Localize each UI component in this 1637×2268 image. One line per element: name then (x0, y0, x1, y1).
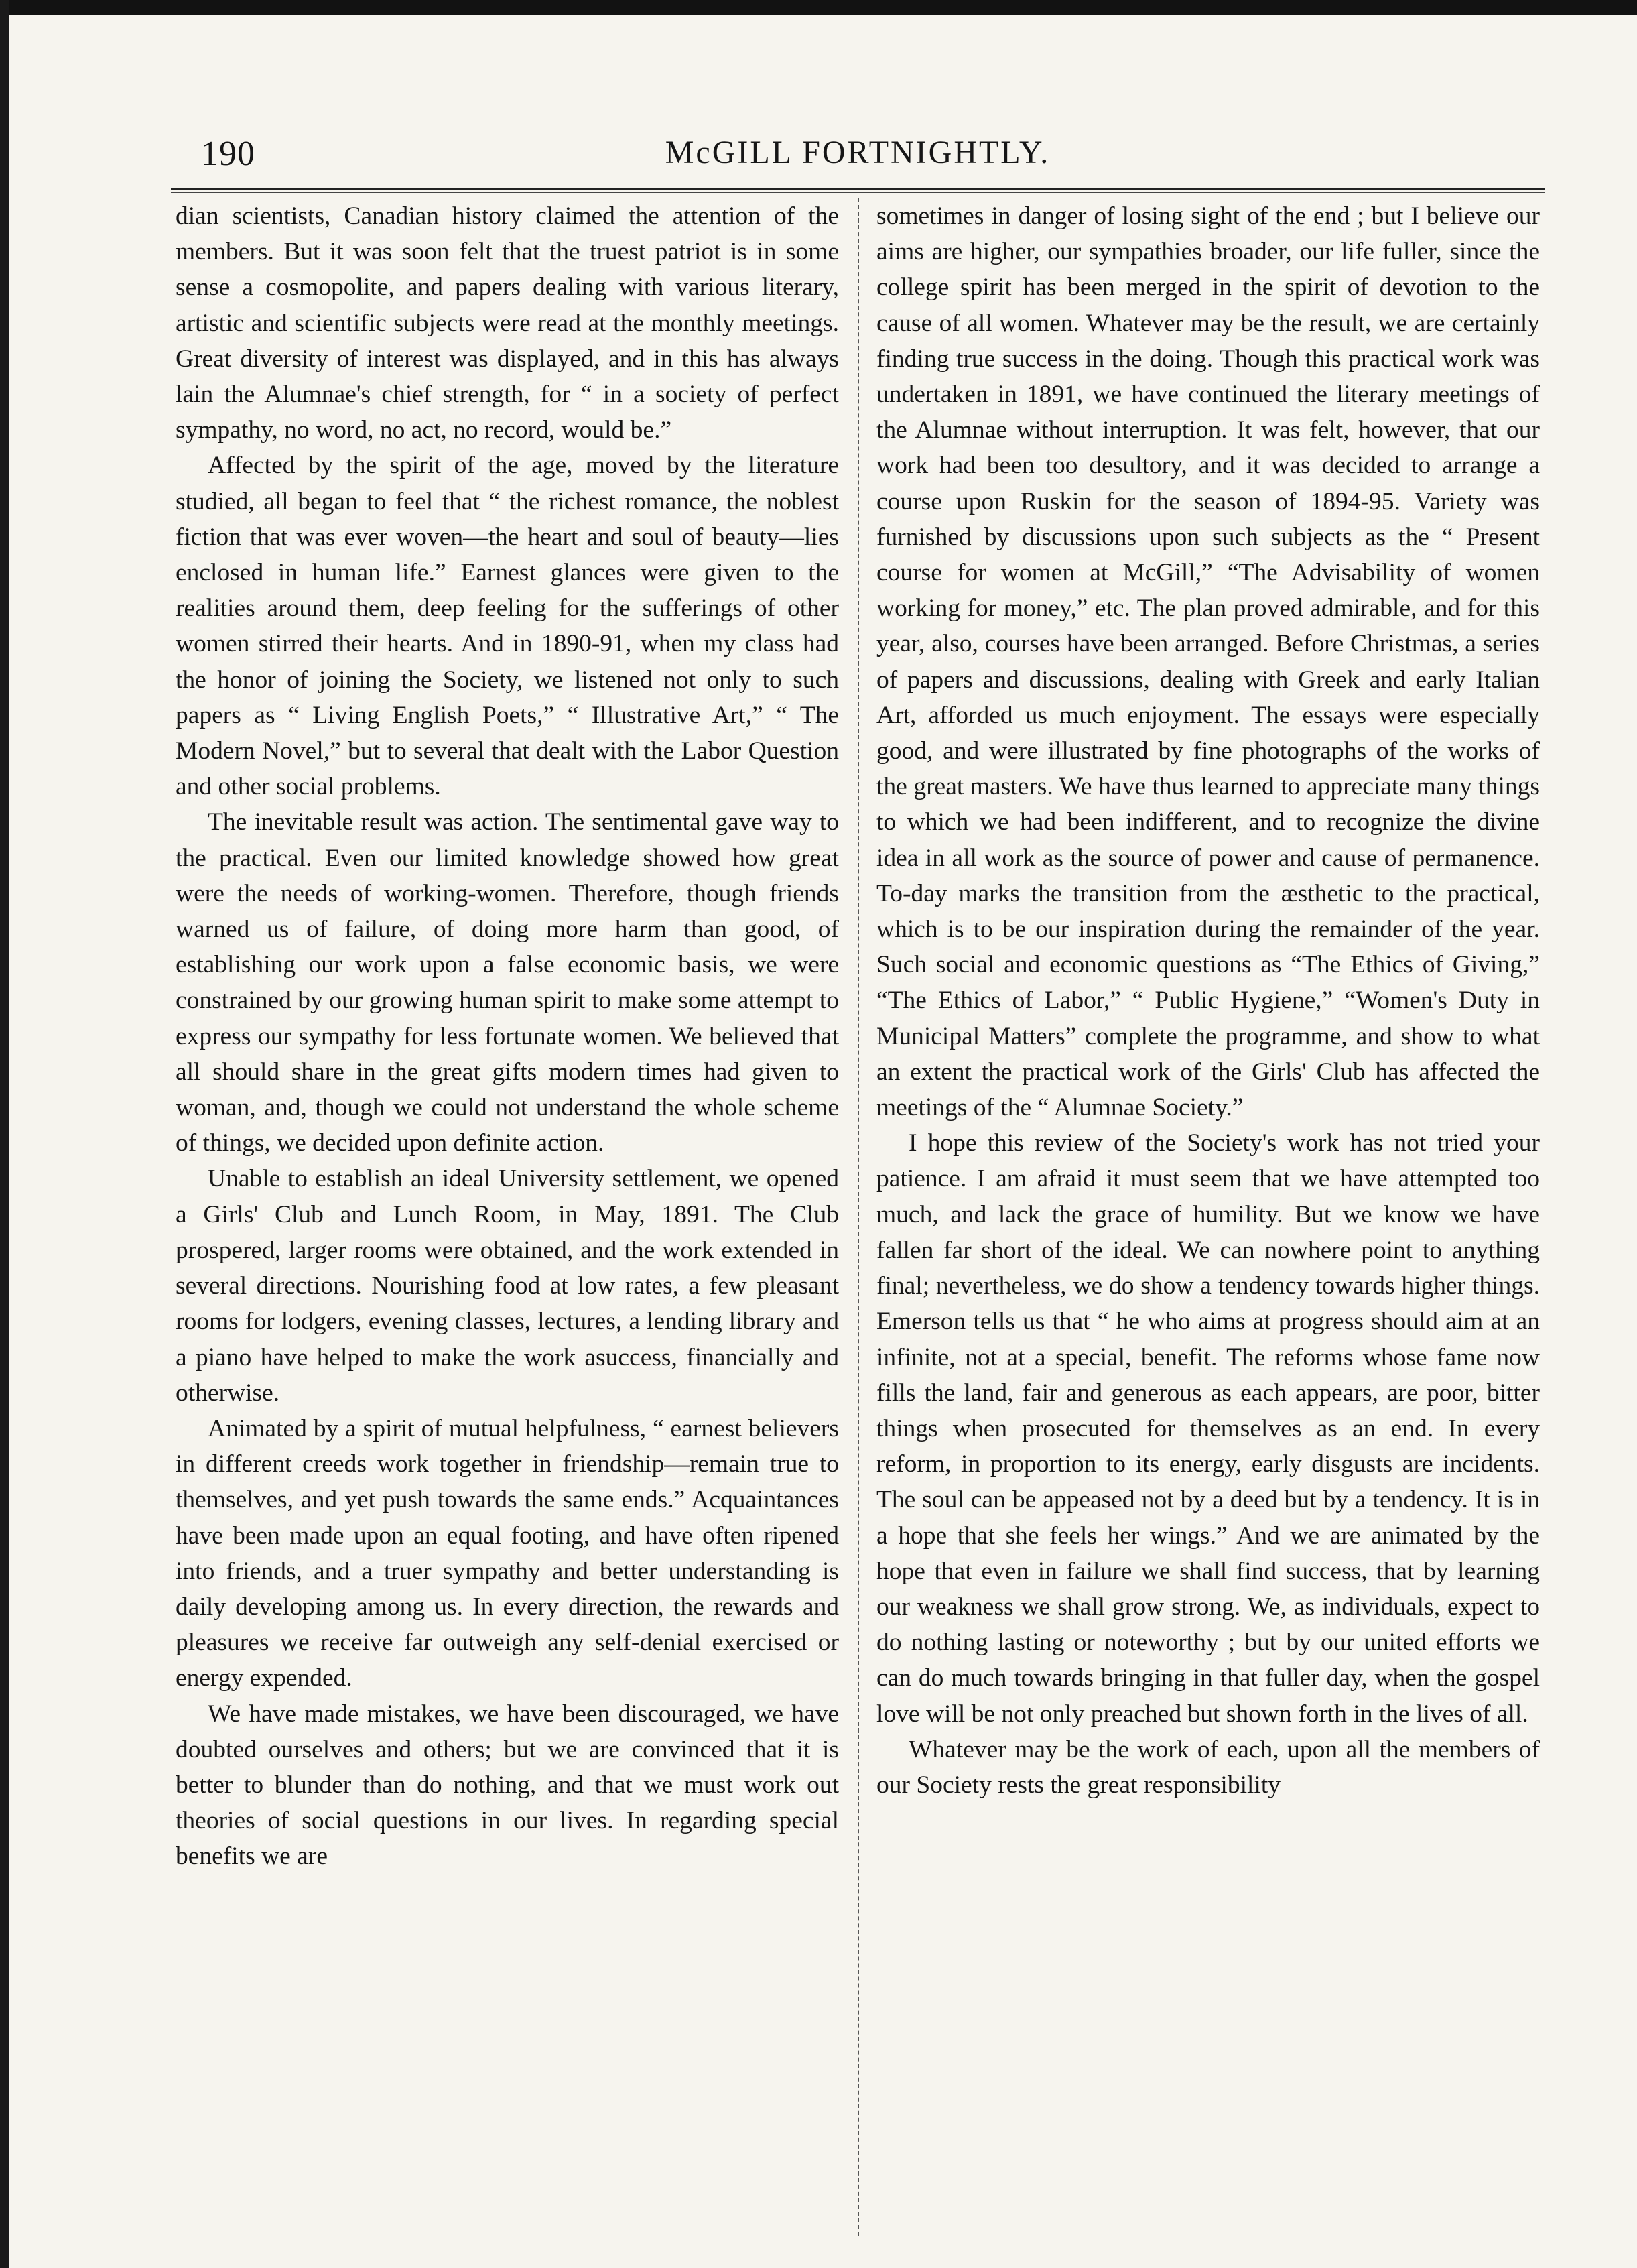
paragraph: I hope this review of the Society's work has not tried your patience. I am afraid it must seem that we have attempted too much, and lack the grace of humility. But we know we have fallen far short of the ideal. We can nowhere point to anything final; nevertheless, we do show a tendency towards higher things. Emerson tells us that “ he who aims at progress should aim at an infinite, not at a special, benefit. The reforms whose fame now fills the land, fair and generous as each appears, are poor, bitter things when prosecuted for themselves as an end. In every reform, in proportion to its energy, early disgusts are incidents. The soul can be appeased not by a deed but by a tendency. It is in a hope that she feels her wings.” And we are animated by the hope that even in failure we shall find success, that by learning our weakness we shall grow strong. We, as individuals, expect to do nothing lasting or noteworthy ; but by our united efforts we can do much towards bringing in that fuller day, when the gospel love will be not only preached but shown forth in the lives of all. (876, 1129, 1540, 1728)
paragraph: dian scientists, Canadian history claimed the attention of the members. But it was soon felt that the truest patriot is in some sense a cosmopolite, and papers dealing with various literary, artistic and scientific subjects were read at the monthly meetings. Great diversity of interest was displayed, and in this has always lain the Alumnae's chief strength, for “ in a society of perfect sympathy, no word, no act, no record, would be.” (176, 202, 839, 444)
paragraph: We have made mistakes, we have been discouraged, we have doubted ourselves and others; but we are convinced that it is better to blunder than do nothing, and that we must work out theories of social questions in our lives. In regarding special benefits we are (176, 1700, 839, 1871)
paragraph: Affected by the spirit of the age, moved by the literature studied, all began to feel that “ the richest romance, the noblest fiction that was ever woven—the heart and soul of beauty—lies enclosed in human life.” Earnest glances were given to the realities around them, deep feeling for the sufferings of other women stirred their hearts. And in 1890-91, when my class had the honor of joining the Society, we listened not only to such papers as “ Living English Poets,” “ Illustrative Art,” “ The Modern Novel,” but to several that dealt with the Labor Question and other social problems. (176, 452, 839, 801)
column-divider (858, 198, 859, 2236)
left-column (176, 198, 839, 2236)
page-number: 190 (201, 135, 255, 173)
scan-left-border (0, 0, 9, 2268)
paragraph: The inevitable result was action. The sentimental gave way to the practical. Even our limited knowledge showed how great were the needs of working-women. Therefore, though friends warned us of failure, of doing more harm than good, of establishing our work upon a false economic basis, we were constrained by our growing human spirit to make some attempt to express our sympathy for less fortunate women. We believed that all should share in the great gifts modern times had given to woman, and, though we could not understand the whole scheme of things, we decided upon definite action. (176, 808, 839, 1157)
paragraph: Animated by a spirit of mutual helpfulness, “ earnest believers in different creeds work together in friendship—remain true to themselves, and yet push towards the same ends.” Acquaintances have been made upon an equal footing, and have often ripened into friends, and a truer sympathy and better understanding is daily developing among us. In every direction, the rewards and pleasures we receive far outweigh any self-denial exercised or energy expended. (176, 1414, 839, 1692)
paragraph: Whatever may be the work of each, upon all the members of our Society rests the great responsibility (876, 1735, 1540, 1799)
right-column (876, 198, 1540, 2236)
header-rule (171, 188, 1545, 193)
page-header (201, 134, 1514, 181)
running-title: McGILL FORTNIGHTLY. (665, 135, 1051, 170)
paragraph: Unable to establish an ideal University settlement, we opened a Girls' Club and Lunch Room, in May, 1891. The Club prospered, larger rooms were obtained, and the work extended in several directions. Nourishing food at low rates, a few pleasant rooms for lodgers, evening classes, lectures, a lending library and a piano have helped to make the work asuccess, financially and otherwise. (176, 1165, 839, 1407)
scan-top-border (0, 0, 1637, 15)
paragraph: sometimes in danger of losing sight of the end ; but I believe our aims are higher, our sympathies broader, our life fuller, since the college spirit has been merged in the spirit of devotion to the cause of all women. Whatever may be the result, we are certainly finding true success in the doing. Though this practical work was undertaken in 1891, we have continued the literary meetings of the Alumnae without interruption. It was felt, however, that our work had been too desultory, and it was decided to arrange a course upon Ruskin for the season of 1894-95. Variety was furnished by discussions upon such subjects as the “ Present course for women at McGill,” “The Advisability of women working for money,” etc. The plan proved admirable, and for this year, also, courses have been arranged. Before Christmas, a series of papers and discussions, dealing with Greek and early Italian Art, afforded us much enjoyment. The essays were especially good, and were illustrated by fine photographs of the works of the great masters. We have thus learned to appreciate many things to which we had been indifferent, and to recognize the divine idea in all work as the source of power and cause of permanence. To-day marks the transition from the æsthetic to the practical, which is to be our inspiration during the remainder of the year. Such social and economic questions as “The Ethics of Giving,” “The Ethics of Labor,” “ Public Hygiene,” “Women's Duty in Municipal Matters” complete the programme, and show to what an extent the practical work of the Girls' Club has affected the meetings of the “ Alumnae Society.” (876, 202, 1540, 1122)
